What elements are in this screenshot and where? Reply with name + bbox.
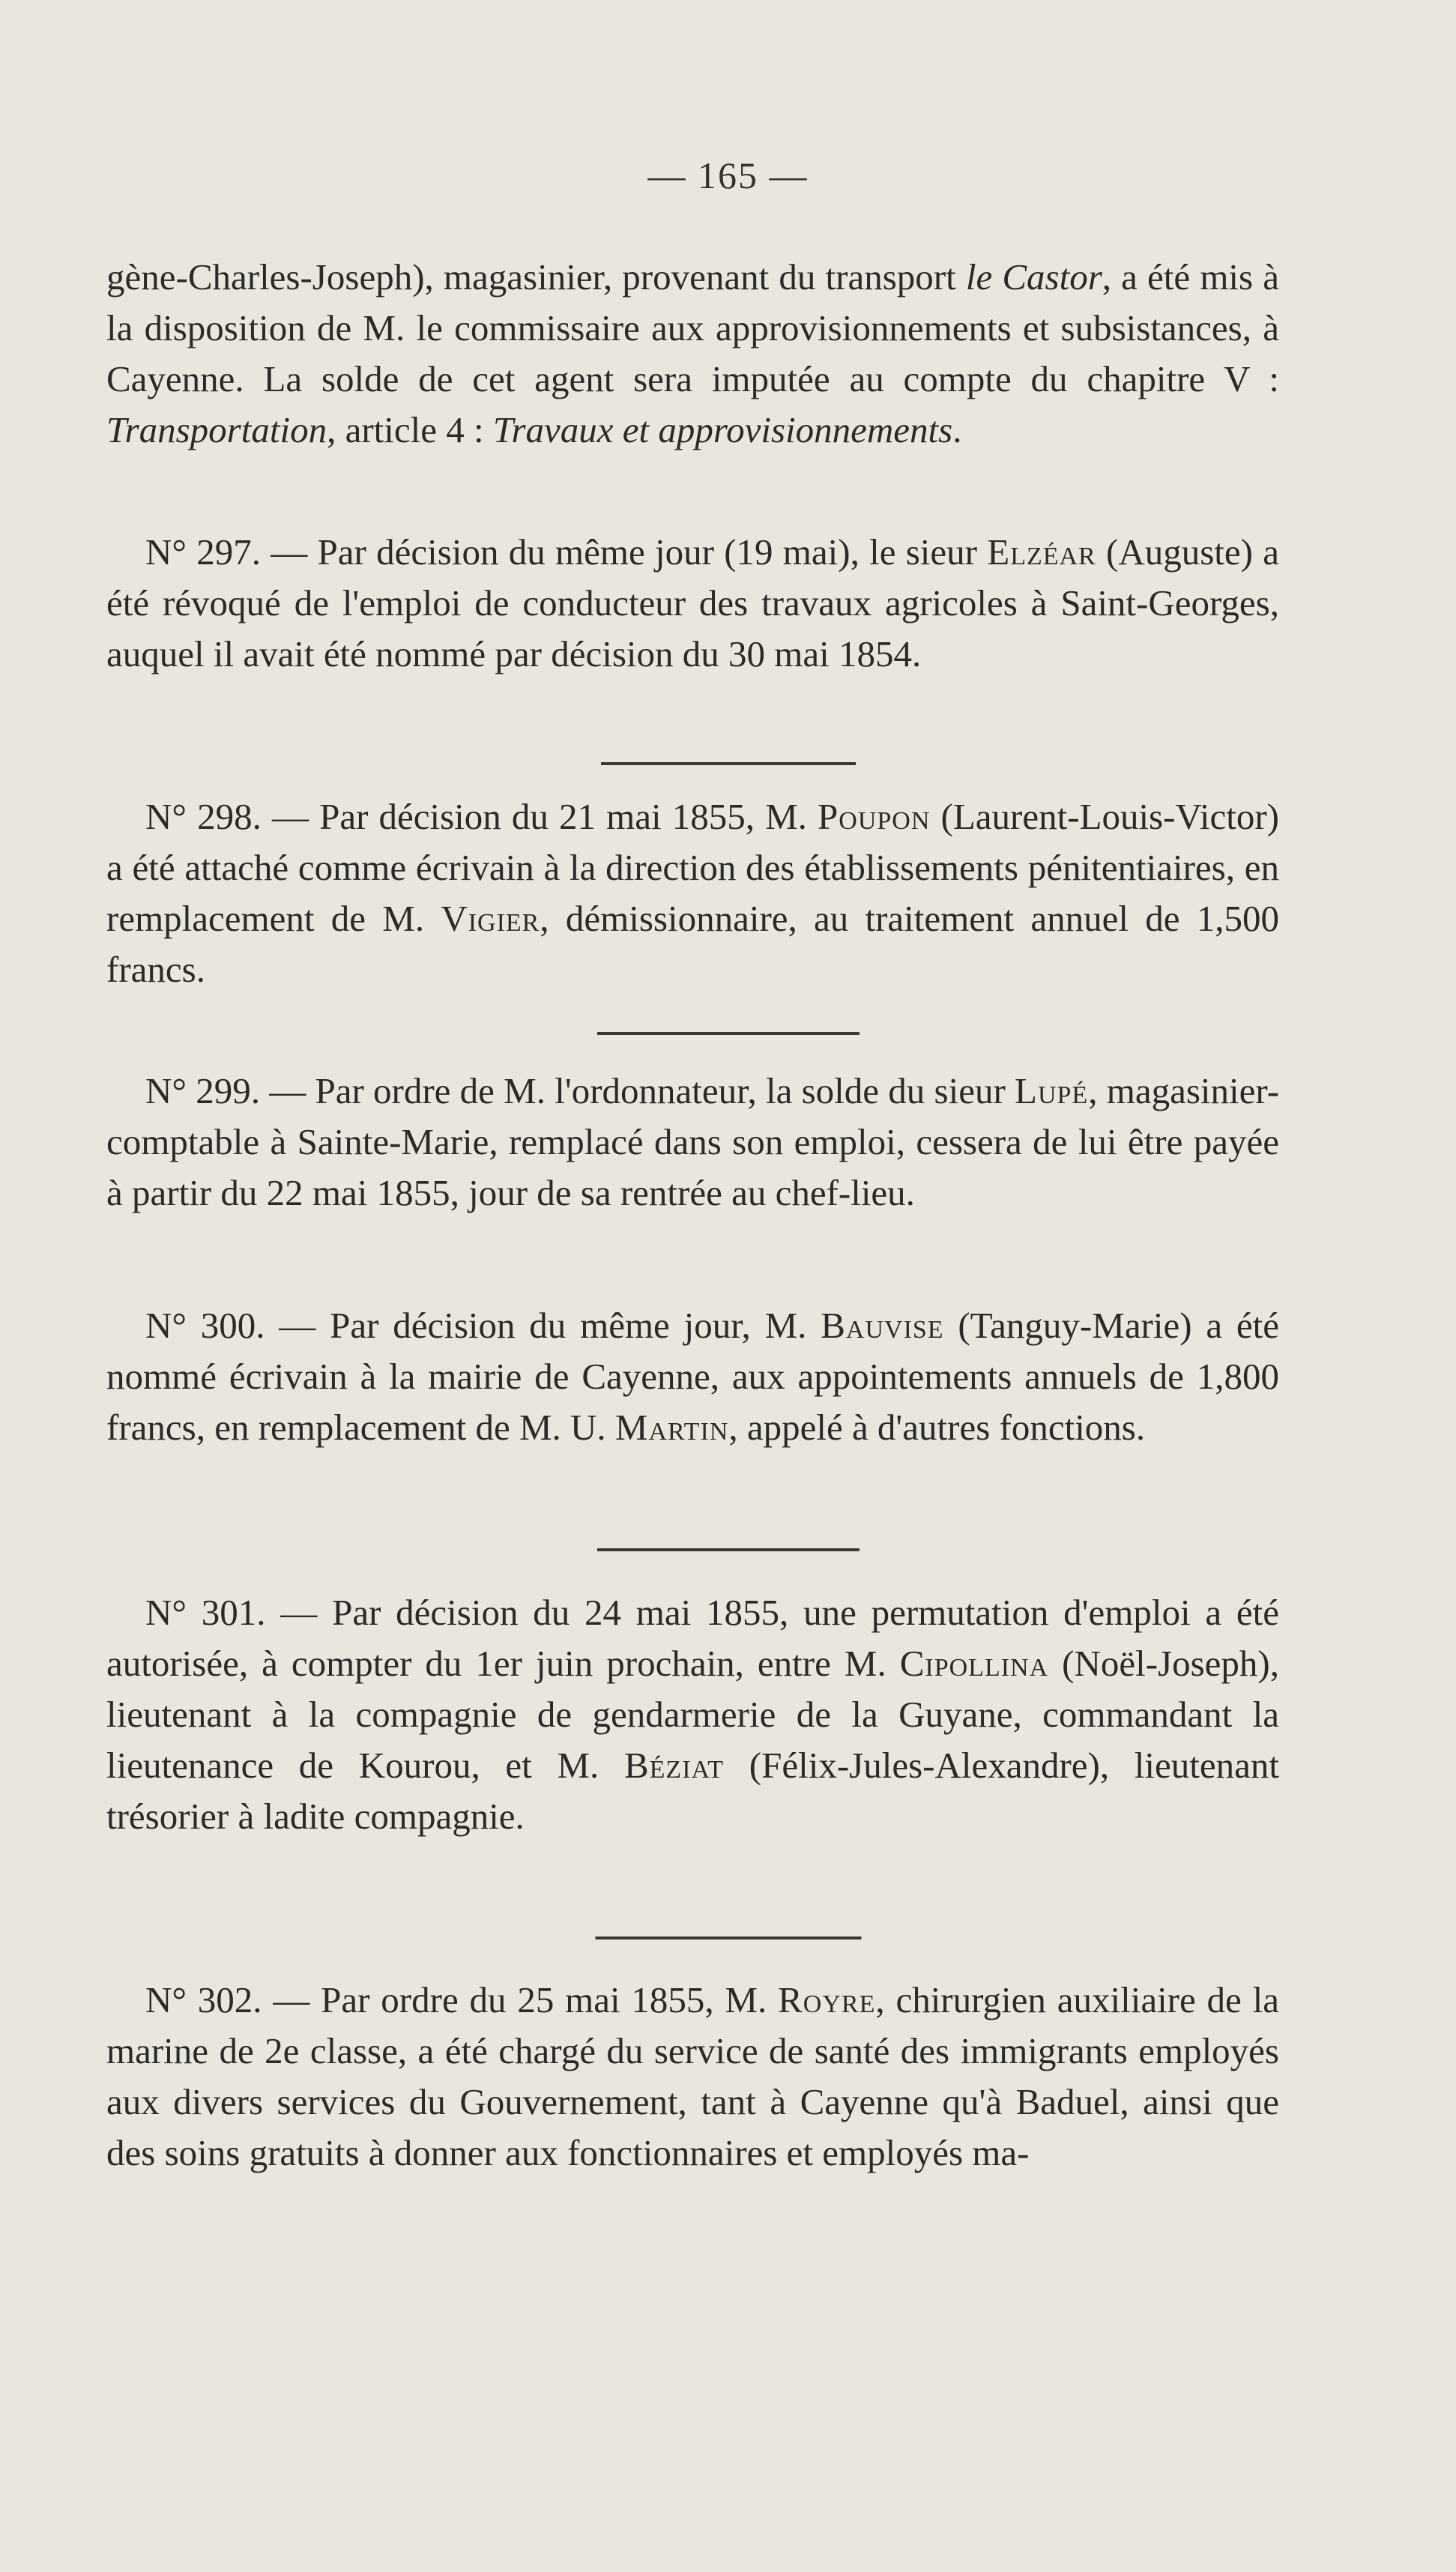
text: , a été mis à la disposition de M. le commissaire aux approvisionnements et subsistances, à Cayenne. La solde de cet agent sera imputée au compte du chapitre V : xyxy=(106,256,1279,399)
person-name: Royre xyxy=(778,1979,876,2020)
article-name: Travaux et approvisionnements xyxy=(492,409,953,450)
text: (Tanguy-Marie) a été nommé écrivain à la mairie de Cayenne, aux appointements annuels de 1,800 francs, en remplacement de M. U. xyxy=(106,1305,1279,1448)
text: N° 302. — Par ordre du 25 mai 1855, M. xyxy=(145,1979,779,2020)
separator-rule xyxy=(597,1548,860,1551)
entry-302 xyxy=(106,1975,1279,2179)
person-name: Bauvise xyxy=(821,1305,944,1346)
person-name: Lupé xyxy=(1015,1070,1089,1111)
person-name: Béziat xyxy=(623,1745,725,1786)
text: N° 300. — Par décision du même jour, M. xyxy=(145,1305,821,1346)
text: (Félix-Jules-Alexandre), lieutenant trésorier à ladite compagnie. xyxy=(106,1745,1280,1837)
entry-301 xyxy=(106,1587,1279,1842)
chapter-name: Transportation xyxy=(106,409,327,450)
person-name: Martin xyxy=(614,1407,729,1448)
page-number: — 165 — xyxy=(647,154,809,196)
text: N° 298. — Par décision du 21 mai 1855, M. xyxy=(145,796,818,837)
text: (Laurent-Louis-Victor) a été attaché comme écrivain à la direction des établissements pénitentiaires, en remplacement de M. xyxy=(106,796,1279,939)
person-name: Poupon xyxy=(818,796,931,837)
entry-297 xyxy=(106,527,1279,680)
separator-rule xyxy=(595,1936,861,1939)
separator-rule xyxy=(601,762,856,765)
text: N° 301. — Par décision du 24 mai 1855, une permutation d'emploi a été autorisée, à compter du 1er juin prochain, entre M. xyxy=(106,1592,1279,1684)
text: . xyxy=(952,409,962,450)
text: , magasinier-comptable à Sainte-Marie, remplacé dans son emploi, cessera de lui être payée à partir du 22 mai 1855, jour de sa rentrée au chef-lieu. xyxy=(106,1070,1280,1213)
ship-name: le Castor xyxy=(965,256,1102,298)
entry-298 xyxy=(106,791,1279,995)
text: , article 4 : xyxy=(327,409,493,450)
text: (Auguste) a été révoqué de l'emploi de conducteur des travaux agricoles à Saint-Georges, auquel il avait été nommé par décision du 30 mai 1854. xyxy=(106,531,1279,674)
entry-299 xyxy=(106,1066,1279,1219)
person-name: Vigier xyxy=(441,898,540,939)
person-name: Cipollina xyxy=(899,1643,1049,1684)
entry-300 xyxy=(106,1300,1279,1453)
text: N° 299. — Par ordre de M. l'ordonnateur, la solde du sieur xyxy=(145,1070,1015,1111)
person-name: Elzéar xyxy=(987,531,1096,573)
text: (Noël-Joseph), lieutenant à la compagnie de gendarmerie de la Guyane, commandant la lieutenance de Kourou, et M. xyxy=(106,1643,1279,1786)
text: gène-Charles-Joseph), magasinier, provenant du transport xyxy=(106,256,966,298)
text: , démissionnaire, au traitement annuel de 1,500 francs. xyxy=(106,898,1279,990)
separator-rule xyxy=(597,1032,860,1035)
text: N° 297. — Par décision du même jour (19 mai), le sieur xyxy=(145,531,988,573)
text: , chirurgien auxiliaire de la marine de 2e classe, a été chargé du service de santé des immigrants employés aux divers services du Gouvernement, tant à Cayenne qu'à Baduel, ainsi que des soins gratuits à donner aux fonctionnaires et employés ma- xyxy=(106,1979,1279,2173)
paragraph-continuation xyxy=(106,252,1279,456)
text: , appelé à d'autres fonctions. xyxy=(728,1407,1146,1448)
